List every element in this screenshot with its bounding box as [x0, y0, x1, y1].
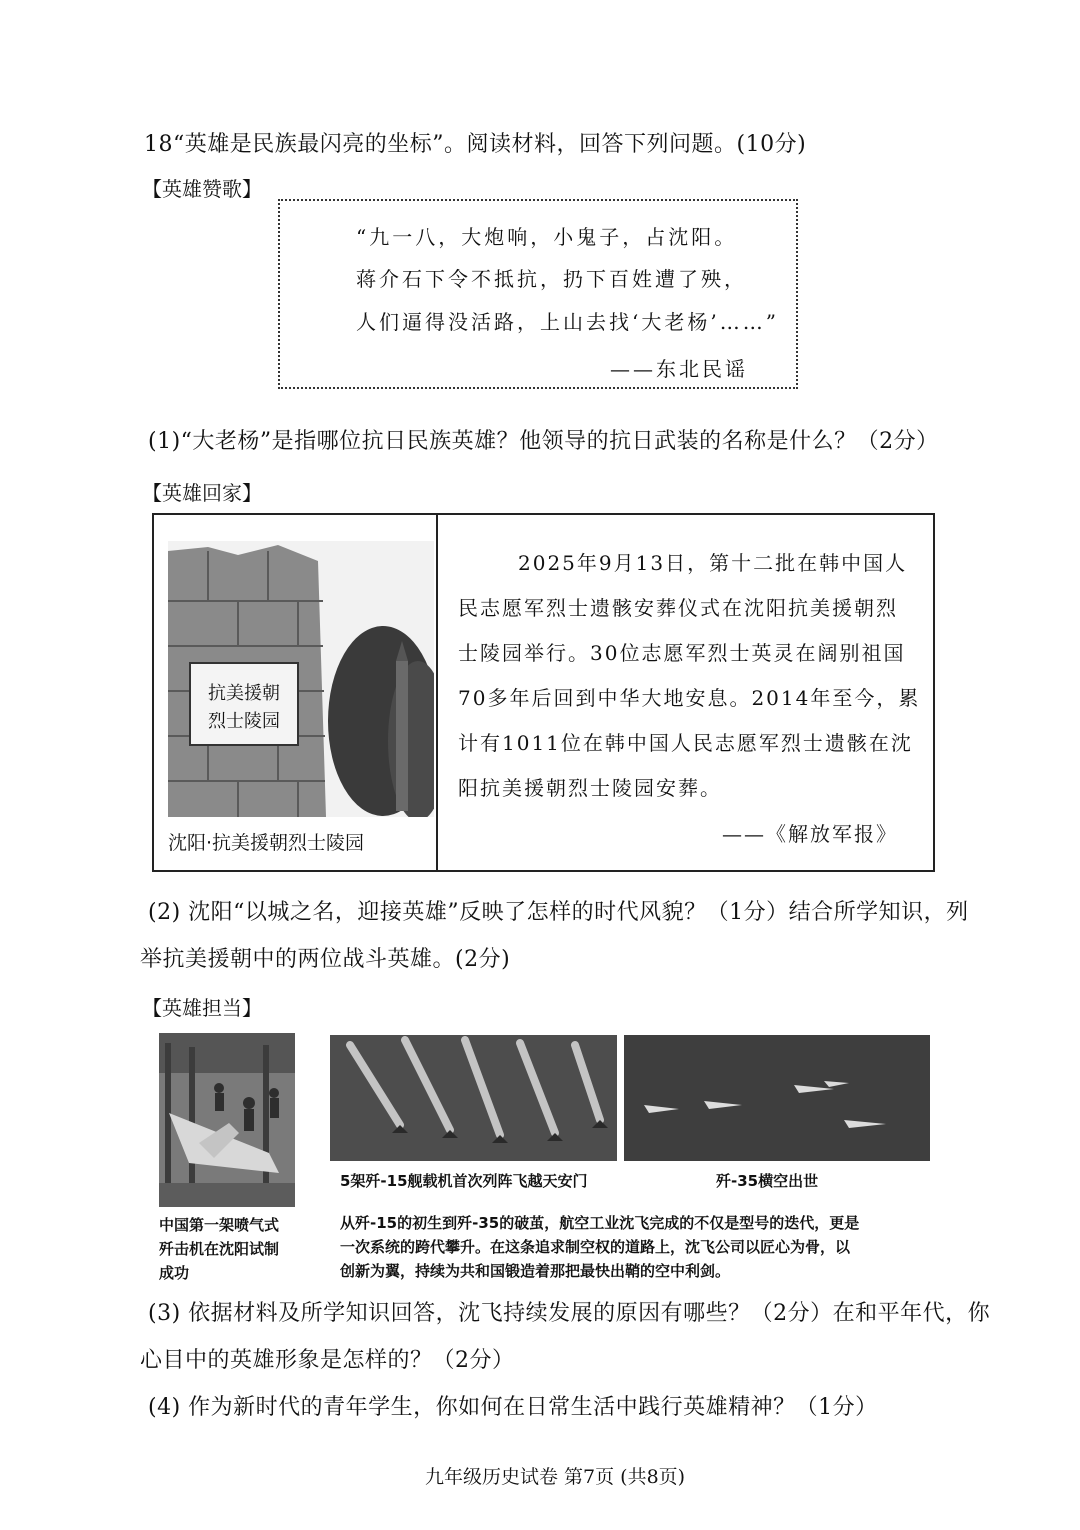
shenfei-text-line-3: 创新为翼，持续为共和国锻造着那把最快出鞘的空中利剑。	[340, 1262, 731, 1280]
hero-return-box	[152, 513, 935, 872]
section-tag-hero-responsibility: 【英雄担当】	[142, 996, 262, 1020]
cemetery-photo-caption: 沈阳·抗美援朝烈士陵园	[168, 832, 365, 854]
poem-line-2: 蒋介石下令不抵抗，扔下百姓遭了殃，	[356, 267, 747, 291]
poem-line-1: “九一八，大炮响，小鬼子，占沈阳。	[356, 225, 738, 249]
news-source: ——《解放军报》	[722, 822, 898, 846]
news-line-4: 70多年后回到中华大地安息。2014年至今，累	[458, 686, 921, 710]
question-1: (1)“大老杨”是指哪位抗日民族英雄？他领导的抗日武装的名称是什么？（2分）	[148, 429, 939, 454]
j35-photo	[624, 1035, 930, 1161]
plaque-text-line-2: 烈士陵园	[208, 711, 280, 732]
jet-factory-photo	[159, 1033, 295, 1207]
caption-j15-flyover: 5架歼-15舰载机首次列阵飞越天安门	[340, 1172, 588, 1190]
shenfei-text-line-1: 从歼-15的初生到歼-35的破茧，航空工业沈飞完成的不仅是型号的迭代，更是	[340, 1214, 860, 1232]
news-line-6: 阳抗美援朝烈士陵园安葬。	[458, 776, 722, 800]
news-line-3: 士陵园举行。30位志愿军烈士英灵在阔别祖国	[458, 641, 906, 665]
question-4: (4) 作为新时代的青年学生，你如何在日常生活中践行英雄精神？（1分）	[148, 1395, 878, 1420]
caption-first-jet-line-1: 中国第一架喷气式	[159, 1216, 280, 1234]
folk-song-box	[278, 199, 798, 389]
news-line-5: 计有1011位在韩中国人民志愿军烈士遗骸在沈	[458, 731, 913, 755]
question-3-line-2: 心目中的英雄形象是怎样的？（2分）	[140, 1348, 515, 1373]
shenfei-text-line-2: 一次系统的跨代攀升。在这条追求制空权的道路上，沈飞公司以匠心为骨，以	[340, 1238, 851, 1256]
question-2-line-2: 举抗美援朝中的两位战斗英雄。(2分)	[140, 947, 511, 972]
section-tag-hero-return: 【英雄回家】	[142, 481, 262, 505]
box-divider	[436, 515, 438, 870]
question-3-line-1: (3) 依据材料及所学知识回答，沈飞持续发展的原因有哪些？（2分）在和平年代，你	[148, 1301, 991, 1326]
jets-flyover-photo	[330, 1035, 617, 1161]
page-footer: 九年级历史试卷 第7页 (共8页)	[425, 1466, 686, 1488]
caption-j35: 歼-35横空出世	[716, 1172, 819, 1190]
news-line-1: 2025年9月13日，第十二批在韩中国人	[518, 551, 908, 575]
cemetery-photo	[168, 541, 434, 817]
caption-first-jet-line-3: 成功	[159, 1264, 190, 1282]
question-2-line-1: (2) 沈阳“以城之名，迎接英雄”反映了怎样的时代风貌？（1分）结合所学知识，列	[148, 900, 969, 925]
poem-source: ——东北民谣	[610, 357, 748, 381]
caption-first-jet-line-2: 歼击机在沈阳试制	[159, 1240, 280, 1258]
news-line-2: 民志愿军烈士遗骸安葬仪式在沈阳抗美援朝烈	[458, 596, 898, 620]
poem-line-3: 人们逼得没活路，上山去找‘大老杨’……”	[356, 310, 779, 334]
plaque-text-line-1: 抗美援朝	[208, 683, 280, 704]
question-title: 18“英雄是民族最闪亮的坐标”。阅读材料，回答下列问题。(10分)	[144, 132, 807, 157]
section-tag-hero-anthem: 【英雄赞歌】	[142, 177, 262, 201]
